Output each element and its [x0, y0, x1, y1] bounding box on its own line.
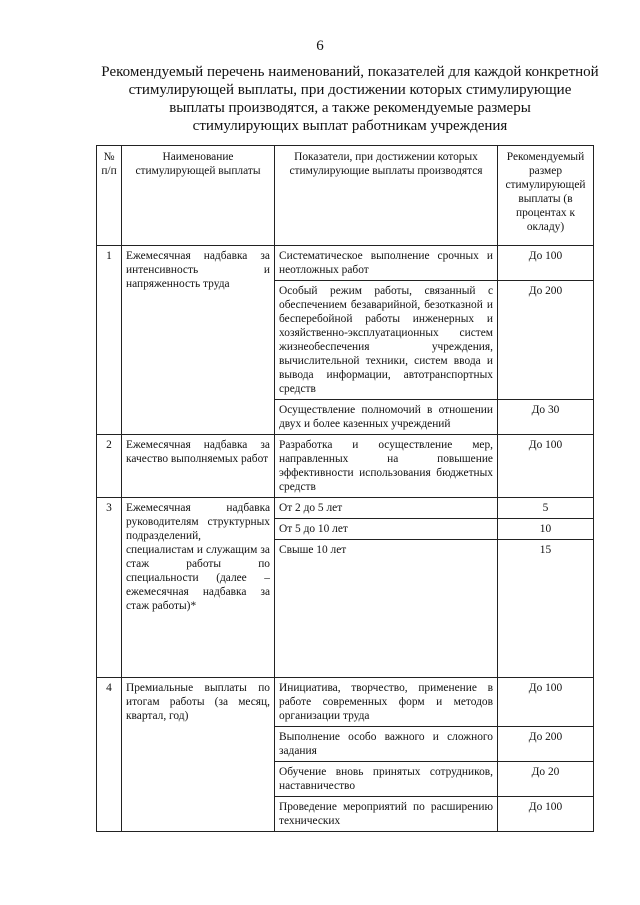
title-line: стимулирующей выплаты, при достижении которых стимулирующие — [128, 82, 572, 98]
title-line: выплаты производятся, а также рекомендуемые размеры — [169, 100, 531, 116]
size-cell: До 100 — [498, 797, 594, 832]
size-cell: До 100 — [498, 435, 594, 498]
size-cell: До 100 — [498, 678, 594, 727]
payment-name: Премиальные выплаты по итогам работы (за месяц, квартал, год) — [122, 678, 275, 832]
payment-name: Ежемесячная надбавка за интенсивность и напряженность труда — [122, 246, 275, 435]
size-cell: До 100 — [498, 246, 594, 281]
indicator-cell: От 5 до 10 лет — [275, 519, 498, 540]
row-number: 4 — [97, 678, 122, 832]
indicator-cell: От 2 до 5 лет — [275, 498, 498, 519]
page-number: 6 — [316, 38, 324, 54]
table-header-row — [97, 146, 594, 246]
indicator-cell: Систематическое выполнение срочных и неотложных работ — [275, 246, 498, 281]
indicator-cell: Проведение мероприятий по расширению технических — [275, 797, 498, 832]
indicator-cell: Свыше 10 лет — [275, 540, 498, 678]
size-cell: 5 — [498, 498, 594, 519]
indicator-cell: Обучение вновь принятых сотрудников, наставничество — [275, 762, 498, 797]
title-line: стимулирующих выплат работникам учреждения — [192, 118, 508, 134]
payment-name: Ежемесячная надбавка за качество выполняемых работ — [122, 435, 275, 498]
indicator-cell: Разработка и осуществление мер, направленных на повышение эффективности использования бюджетных средств — [275, 435, 498, 498]
header-indicators: Показатели, при достижении которых стимулирующие выплаты производятся — [275, 146, 498, 246]
payment-name: Ежемесячная надбавка руководителям структурных подразделений, специалистам и служащим за стаж работы по специальности (далее – ежемесячная надбавка за стаж работы)* — [122, 498, 275, 678]
indicator-cell: Инициатива, творчество, применение в работе современных форм и методов организации труда — [275, 678, 498, 727]
table-row — [97, 678, 594, 727]
table-row — [97, 498, 594, 519]
size-cell: 15 — [498, 540, 594, 678]
table-row — [97, 246, 594, 281]
size-cell: 10 — [498, 519, 594, 540]
size-cell: До 20 — [498, 762, 594, 797]
size-cell: До 30 — [498, 400, 594, 435]
title-line: Рекомендуемый перечень наименований, показателей для каждой конкретной — [101, 64, 599, 80]
header-num: № п/п — [97, 146, 122, 246]
header-name: Наименование стимулирующей выплаты — [122, 146, 275, 246]
indicator-cell: Особый режим работы, связанный с обеспечением безаварийной, безотказной и бесперебойной работы инженерных и хозяйственно-эксплуатационных систем жизнеобеспечения учреждения, вычислительной техники, систем ввода и вывода информации, автотранспортных средств — [275, 281, 498, 400]
document-title — [80, 63, 620, 135]
size-cell: До 200 — [498, 281, 594, 400]
header-size: Рекомендуемый размер стимулирующей выплаты (в процентах к окладу) — [498, 146, 594, 246]
indicator-cell: Осуществление полномочий в отношении двух и более казенных учреждений — [275, 400, 498, 435]
row-number: 2 — [97, 435, 122, 498]
indicator-cell: Выполнение особо важного и сложного задания — [275, 727, 498, 762]
row-number: 1 — [97, 246, 122, 435]
row-number: 3 — [97, 498, 122, 678]
payments-table — [96, 145, 594, 832]
table-row — [97, 435, 594, 498]
size-cell: До 200 — [498, 727, 594, 762]
